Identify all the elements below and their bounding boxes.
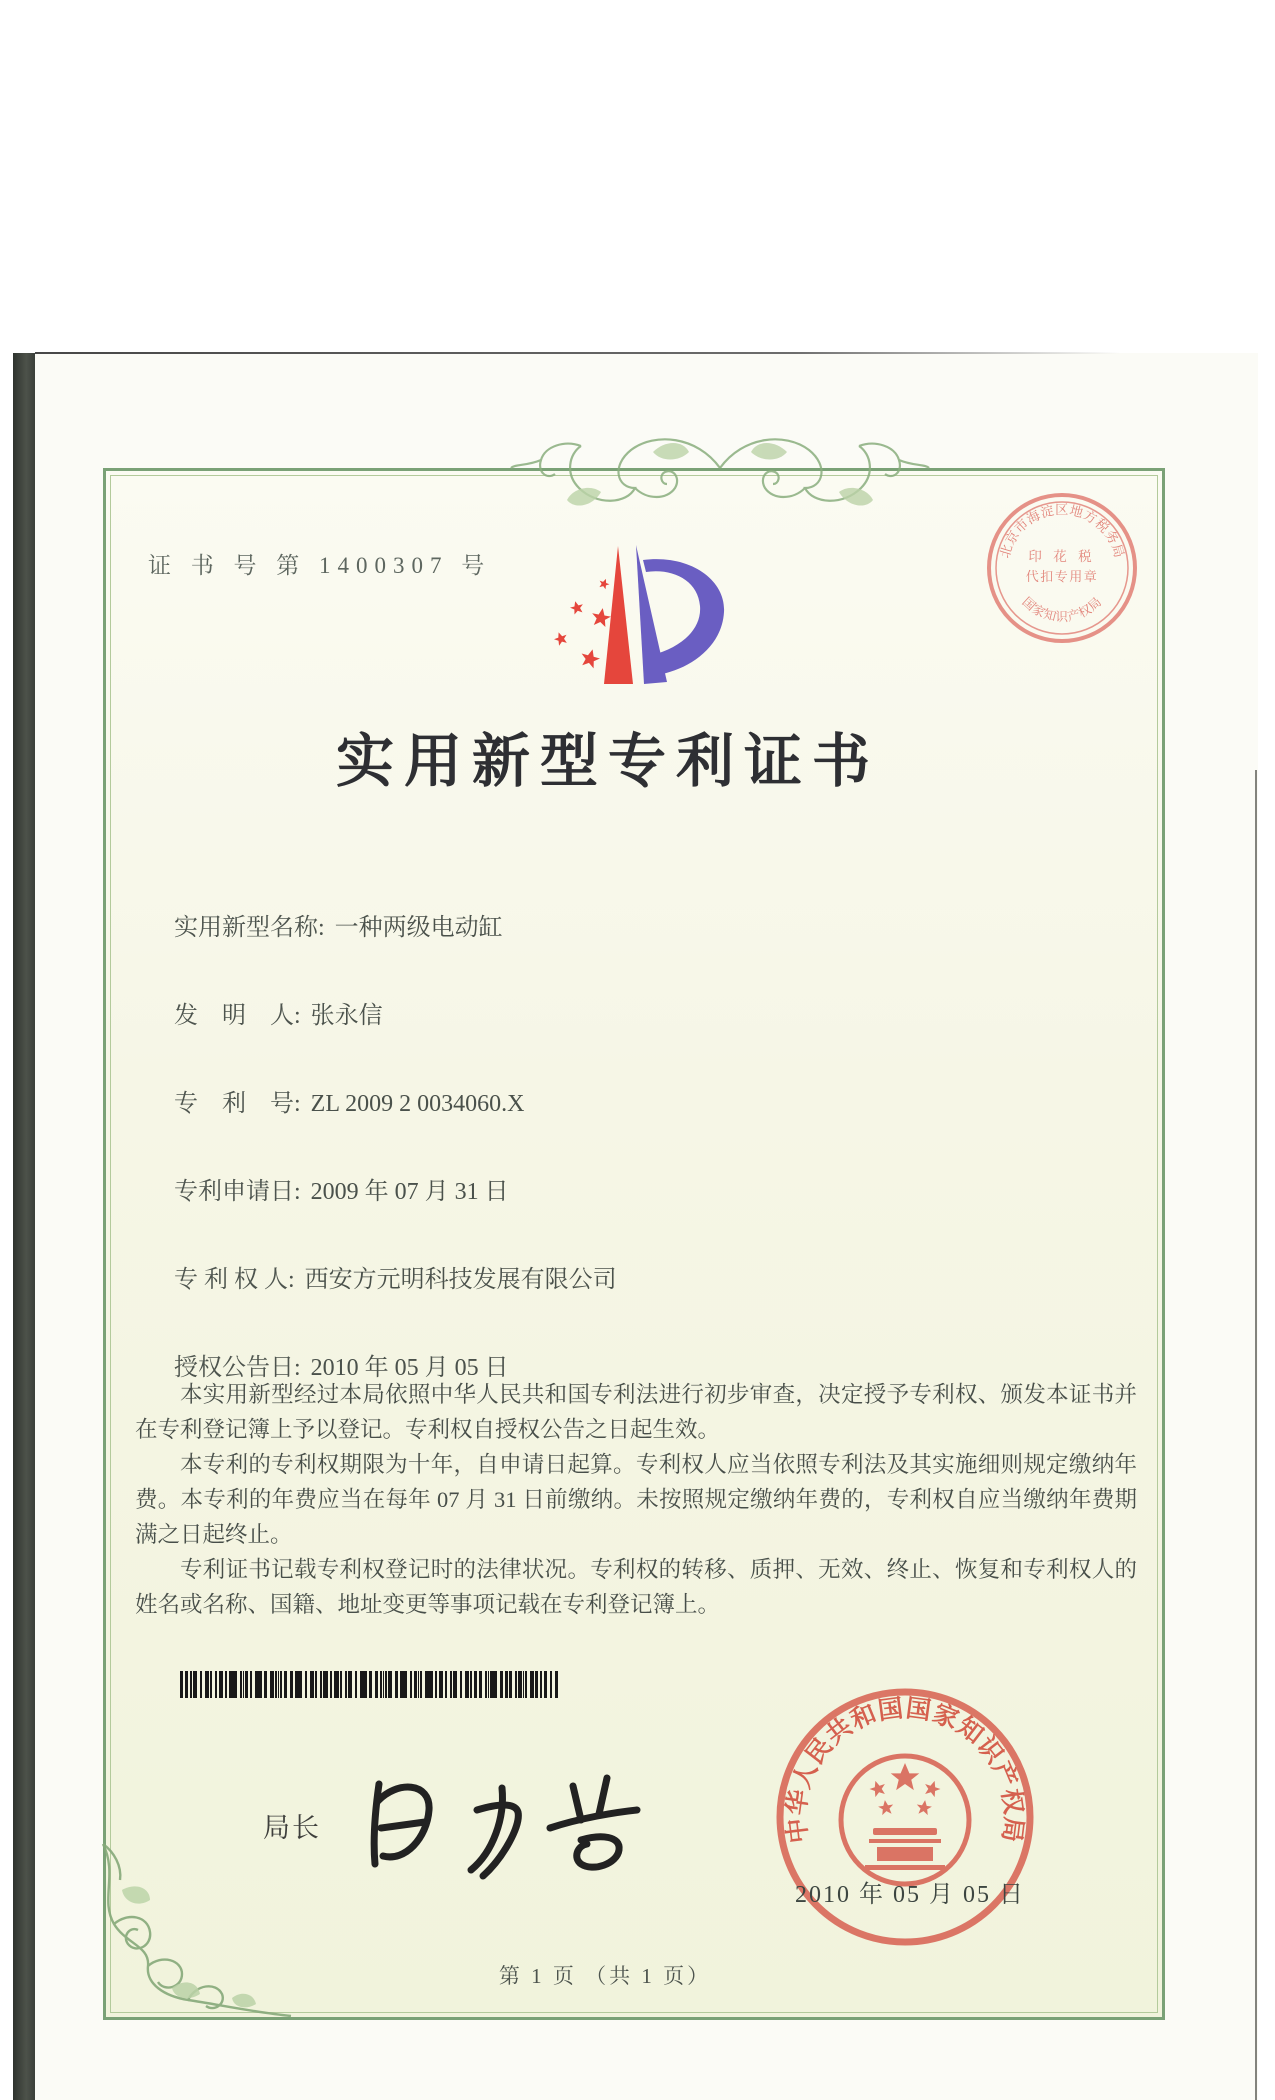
- stamp-center-line1: 印 花 税: [1028, 549, 1096, 564]
- legal-paragraph-3: 专利证书记载专利权登记时的法律状况。专利权的转移、质押、无效、终止、恢复和专利权人的姓名或名称、国籍、地址变更等事项记载在专利登记簿上。: [135, 1557, 1137, 1617]
- field-patentee: [150, 1232, 617, 1321]
- legal-paragraph-1: 本实用新型经过本局依照中华人民共和国专利法进行初步审查，决定授予专利权、颁发本证书并在专利登记簿上予以登记。专利权自授权公告之日起生效。: [135, 1382, 1137, 1442]
- certificate-number: 证 书 号 第 1400307 号: [148, 553, 492, 578]
- seal-date: 2010 年 05 月 05 日: [795, 1882, 1025, 1908]
- director-label: 局长: [263, 1813, 321, 1843]
- page-top-edge-line: [35, 352, 1120, 354]
- field-utility-model-name: [150, 880, 503, 969]
- field-value: ZL 2009 2 0034060.X: [310, 1091, 525, 1117]
- field-label: 授权公告日:: [174, 1355, 301, 1381]
- logo-p-bowl: [643, 559, 724, 675]
- seal-national-emblem: [841, 1756, 969, 1884]
- field-label: 发 明 人:: [174, 1003, 301, 1029]
- legal-text-block: [135, 1377, 1137, 1622]
- logo-stars: [552, 577, 612, 669]
- field-label: 专 利 权 人:: [174, 1267, 295, 1293]
- stamp-top-arc-text: 北京市海淀区地方税务局: [996, 502, 1128, 560]
- cnipa-official-seal: [770, 1682, 1040, 1952]
- field-value: 张永信: [310, 1003, 383, 1029]
- field-filing-date: [150, 1144, 509, 1233]
- field-value: 2010 年 05 月 05 日: [310, 1355, 509, 1381]
- stamp-bottom-arc-text: 国家知识产权局: [1019, 594, 1105, 624]
- field-patent-number: [150, 1056, 524, 1145]
- field-inventor: [150, 968, 383, 1057]
- barcode: [180, 1671, 558, 1698]
- field-value: 西安方元明科技发展有限公司: [304, 1267, 617, 1293]
- stamp-center-line2: 代扣专用章: [1025, 569, 1099, 584]
- page-number: 第 1 页 （共 1 页）: [498, 1964, 712, 1988]
- logo-red-wedge: [604, 546, 633, 684]
- field-label: 专利申请日:: [174, 1179, 301, 1205]
- seal-ring-text: 中华人民共和国国家知识产权局: [783, 1695, 1027, 1845]
- field-label: 实用新型名称:: [174, 915, 325, 941]
- tax-office-stamp: [982, 488, 1142, 648]
- book-spine-shadow: [13, 353, 35, 2100]
- field-value: 2009 年 07 月 31 日: [310, 1179, 509, 1205]
- frame-ornament-bottom-left: [92, 1838, 302, 2048]
- field-value: 一种两级电动缸: [334, 915, 503, 941]
- cnipa-patent-logo-icon: [540, 512, 740, 707]
- legal-paragraph-2: 本专利的专利权期限为十年，自申请日起算。专利权人应当依照专利法及其实施细则规定缴纳年费。本专利的年费应当在每年 07 月 31 日前缴纳。未按照规定缴纳年费的，专利权自应当缴纳年费期满之日起终止。: [135, 1452, 1137, 1547]
- page-right-edge-line: [1255, 770, 1257, 2100]
- svg-text:国家知识产权局: [1019, 595, 1104, 624]
- field-label: 专 利 号:: [174, 1091, 301, 1117]
- director-signature: [345, 1752, 645, 1892]
- certificate-title: 实用新型专利证书: [336, 729, 881, 794]
